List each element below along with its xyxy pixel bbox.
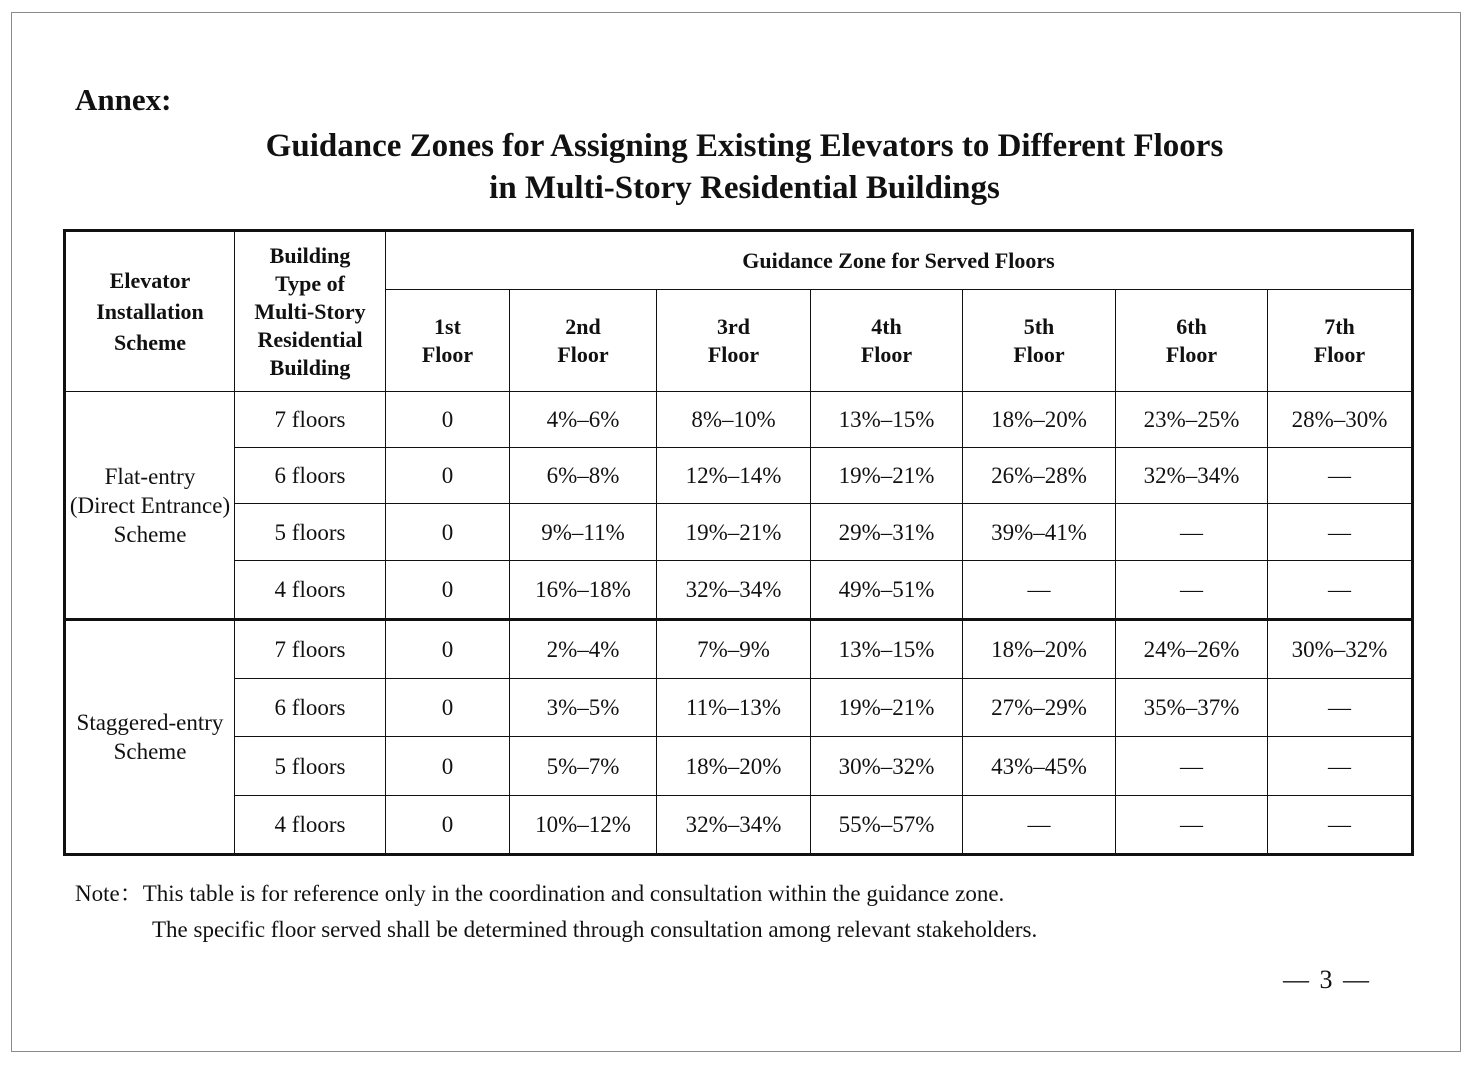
note-label: Note： [75,881,143,906]
building-type-cell: 7 floors [235,392,386,448]
value-cell: 0 [386,448,510,504]
value-cell: 35%–37% [1116,679,1268,737]
table-row [65,504,1413,561]
guidance-zone-table [63,229,1414,856]
scheme-staggered-entry: Staggered-entry Scheme [65,620,235,855]
header-floor-7: 7th Floor [1268,290,1413,392]
value-cell: — [1268,737,1413,796]
note-line-1: This table is for reference only in the coordination and consultation within the guidance zone. [142,881,1005,906]
value-cell: — [1116,796,1268,855]
value-cell: — [1116,737,1268,796]
value-cell: 32%–34% [1116,448,1268,504]
value-cell: 9%–11% [510,504,657,561]
page-number: — 3 — [1283,965,1371,994]
header-floor-2: 2nd Floor [510,290,657,392]
note-line-2: The specific floor served shall be determined through consultation among relevant stakeholders. [152,917,1038,942]
value-cell: — [1268,679,1413,737]
value-cell: 18%–20% [963,620,1116,679]
table-row [65,561,1413,620]
table-row [65,448,1413,504]
value-cell: 49%–51% [811,561,963,620]
value-cell: 32%–34% [657,796,811,855]
value-cell: 16%–18% [510,561,657,620]
value-cell: 18%–20% [963,392,1116,448]
building-type-cell: 4 floors [235,561,386,620]
header-guidance-zone: Guidance Zone for Served Floors [386,231,1413,290]
value-cell: 7%–9% [657,620,811,679]
value-cell: 30%–32% [1268,620,1413,679]
table-note [75,876,1037,948]
value-cell: 6%–8% [510,448,657,504]
value-cell: 0 [386,561,510,620]
value-cell: 32%–34% [657,561,811,620]
value-cell: 13%–15% [811,392,963,448]
title-line-2: in Multi-Story Residential Buildings [489,170,1000,206]
header-floor-3: 3rd Floor [657,290,811,392]
value-cell: 39%–41% [963,504,1116,561]
value-cell: 24%–26% [1116,620,1268,679]
value-cell: 10%–12% [510,796,657,855]
building-type-cell: 6 floors [235,448,386,504]
value-cell: — [1268,796,1413,855]
value-cell: 29%–31% [811,504,963,561]
building-type-cell: 6 floors [235,679,386,737]
value-cell: 2%–4% [510,620,657,679]
value-cell: — [1268,561,1413,620]
value-cell: 0 [386,620,510,679]
value-cell: 0 [386,737,510,796]
value-cell: 0 [386,392,510,448]
header-floor-5: 5th Floor [963,290,1116,392]
value-cell: 43%–45% [963,737,1116,796]
value-cell: 19%–21% [811,448,963,504]
header-building-type: Building Type of Multi-Story Residential Building [235,231,386,392]
value-cell: — [1116,561,1268,620]
header-floor-4: 4th Floor [811,290,963,392]
value-cell: 12%–14% [657,448,811,504]
value-cell: 18%–20% [657,737,811,796]
header-scheme: Elevator Installation Scheme [65,231,235,392]
annex-label: Annex: [75,82,172,117]
table-row [65,392,1413,448]
value-cell: 13%–15% [811,620,963,679]
building-type-cell: 5 floors [235,504,386,561]
table-row [65,737,1413,796]
value-cell: — [1268,448,1413,504]
value-cell: 5%–7% [510,737,657,796]
value-cell: 3%–5% [510,679,657,737]
value-cell: 28%–30% [1268,392,1413,448]
value-cell: — [1116,504,1268,561]
value-cell: 26%–28% [963,448,1116,504]
value-cell: 11%–13% [657,679,811,737]
value-cell: 0 [386,679,510,737]
header-floor-6: 6th Floor [1116,290,1268,392]
value-cell: 55%–57% [811,796,963,855]
building-type-cell: 5 floors [235,737,386,796]
table-row [65,796,1413,855]
table-row [65,620,1413,679]
value-cell: 8%–10% [657,392,811,448]
value-cell: 4%–6% [510,392,657,448]
title-line-1: Guidance Zones for Assigning Existing Elevators to Different Floors [265,128,1224,164]
value-cell: 30%–32% [811,737,963,796]
value-cell: — [1268,504,1413,561]
scheme-flat-entry: Flat-entry (Direct Entrance) Scheme [65,392,235,620]
value-cell: 27%–29% [963,679,1116,737]
building-type-cell: 7 floors [235,620,386,679]
value-cell: — [963,561,1116,620]
building-type-cell: 4 floors [235,796,386,855]
header-row-1 [65,231,1413,290]
value-cell: 19%–21% [811,679,963,737]
value-cell: 0 [386,504,510,561]
value-cell: 23%–25% [1116,392,1268,448]
value-cell: 0 [386,796,510,855]
table-row [65,679,1413,737]
value-cell: 19%–21% [657,504,811,561]
header-floor-1: 1st Floor [386,290,510,392]
value-cell: — [963,796,1116,855]
